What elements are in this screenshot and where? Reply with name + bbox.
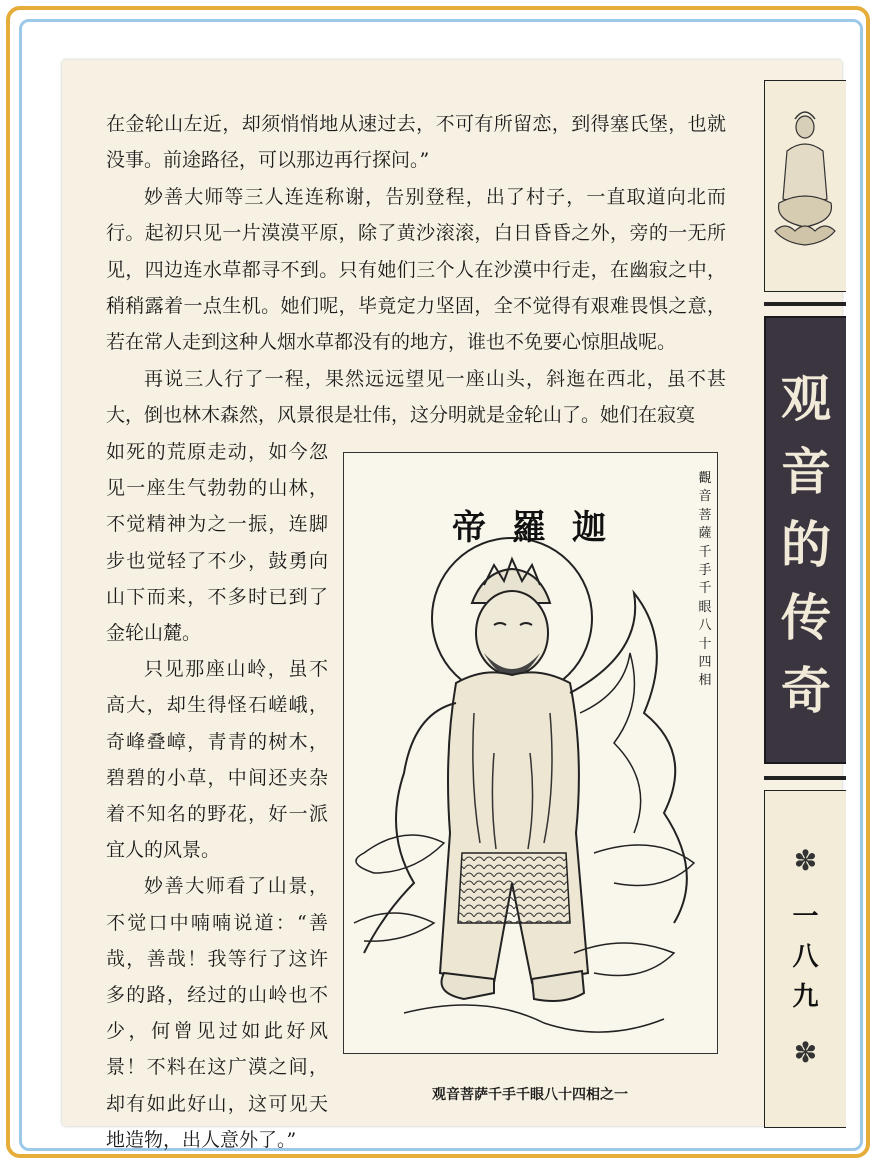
paragraph-3: 再说三人行了一程，果然远远望见一座山头，斜迤在西北，虽不甚大，倒也林木森然，风景很是壮伟，这分明就是金轮山了。她们在寂寞: [106, 367, 726, 427]
illustration-vertical-caption: 觀音菩薩千手千眼八十四相: [698, 471, 712, 689]
book-title-char: 音: [781, 442, 831, 501]
page-number-char: 一: [792, 902, 819, 932]
outer-frame: [6, 6, 870, 1158]
paragraph-6: 妙善大师看了山景，不觉口中喃喃说道：“善哉，善哉！我等行了这许多的路，经过的山岭也不少，何曾见过如此好风景！不料在这广漠之间，却有如此好山，这可见天地造物，出人意外了。”: [106, 875, 328, 1151]
sidebar-divider: [764, 776, 846, 780]
page-number-block: [764, 790, 846, 1128]
paragraph-1: 在金轮山左近，却须悄悄地从速过去，不可有所留恋，到得塞氏堡，也就没事。前途路径，可以那边再行探问。”: [106, 113, 726, 172]
book-title-char: 观: [781, 369, 831, 428]
page-number-char: 九: [792, 982, 819, 1012]
paragraph-5: 只见那座山岭，虽不高大，却生得怪石嵯峨，奇峰叠嶂，青青的树木，碧碧的小草，中间还夹杂着不知名的野花，好一派宜人的风景。: [106, 658, 328, 862]
inner-frame: [19, 19, 863, 1151]
paragraph-2: 妙善大师等三人连连称谢，告别登程，出了村子，一直取道向北而行。起初只见一片漠漠平原，除了黄沙滚滚，白日昏昏之外，旁的一无所见，四边连水草都寻不到。只有她们三个人在沙漠中行走，在幽寂之中，稍稍露着一点生机。她们呢，毕竟定力坚固，全不觉得有艰难畏惧之意，若在常人走到这种人烟水草都没有的地方，谁也不免要心惊胆战呢。: [106, 185, 726, 354]
guanyin-icon: [765, 81, 845, 291]
book-title-char: 的: [781, 515, 831, 574]
book-title-char: 奇: [781, 661, 831, 720]
sidebar-divider: [764, 302, 846, 306]
illustration-caption: 观音菩萨千手千眼八十四相之一: [432, 1087, 628, 1103]
flower-ornament-icon: ✽: [793, 844, 818, 877]
book-page: [62, 60, 842, 1151]
page-number-char: 八: [792, 942, 819, 972]
sidebar-guanyin-emblem: [764, 80, 846, 292]
body-text-top: [106, 106, 726, 434]
right-sidebar: [760, 80, 842, 1126]
illustration-title: 帝羅迦: [452, 508, 632, 548]
book-title-vertical: [764, 316, 846, 764]
book-title-char: 传: [781, 588, 831, 647]
flower-ornament-icon: ✽: [793, 1036, 818, 1069]
paragraph-4: 如死的荒原走动，如今忽见一座生气勃勃的山林，不觉精神为之一振，连脚步也觉轻了不少，鼓勇向山下而来，不多时已到了金轮山麓。: [106, 441, 328, 645]
body-text-narrow: [106, 434, 328, 1158]
